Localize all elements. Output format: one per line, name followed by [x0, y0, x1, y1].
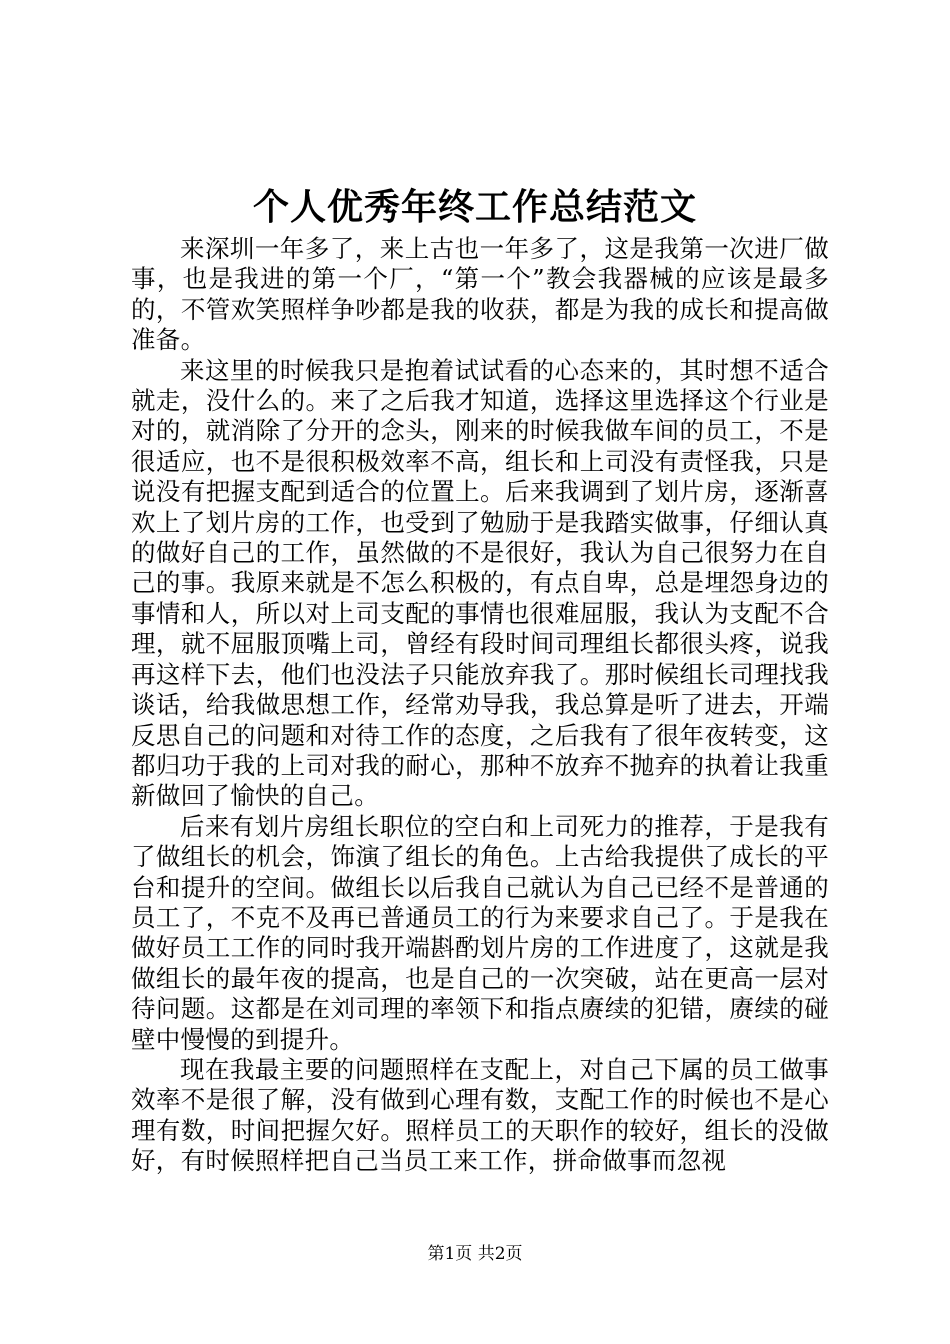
- page-number-footer: 第1页 共2页: [427, 1244, 523, 1264]
- paragraph-2: 来这里的时候我只是抱着试试看的心态来的，其时想不适合就走，没什么的。来了之后我才知道，选择这里选择这个行业是对的，就消除了分开的念头，刚来的时候我做车间的员工，不是很适应，也不是很积极效率不高，组长和上司没有责怪我，只是说没有把握支配到适合的位置上。后来我调到了划片房，逐渐喜欢上了划片房的工作，也受到了勉励于是我踏实做事，仔细认真的做好自己的工作，虽然做的不是很好，我认为自己很努力在自己的事。我原来就是不怎么积极的，有点自卑，总是埋怨身边的事情和人，所以对上司支配的事情也很难屈服，我认为支配不合理，就不屈服顶嘴上司，曾经有段时间司理组长都很头疼，说我再这样下去，他们也没法子只能放弃我了。那时候组长司理找我谈话，给我做思想工作，经常劝导我，我总算是听了进去，开端反思自己的问题和对待工作的态度，之后我有了很年夜转变，这都归功于我的上司对我的耐心，那种不放弃不抛弃的执着让我重新做回了愉快的自己。: [131, 355, 829, 811]
- paragraph-3: 后来有划片房组长职位的空白和上司死力的推荐，于是我有了做组长的机会，饰演了组长的角色。上古给我提供了成长的平台和提升的空间。做组长以后我自己就认为自己已经不是普通的员工了，不克不及再已普通员工的行为来要求自己了。于是我在做好员工工作的同时我开端斟酌划片房的工作进度了，这就是我做组长的最年夜的提高，也是自己的一次突破，站在更高一层对待问题。这都是在刘司理的率领下和指点赓续的犯错，赓续的碰壁中慢慢的到提升。: [131, 811, 829, 1054]
- paragraph-1: 来深圳一年多了，来上古也一年多了，这是我第一次进厂做事，也是我进的第一个厂，“第一个”教会我器械的应该是最多的，不管欢笑照样争吵都是我的收获，都是为我的成长和提高做准备。: [131, 234, 829, 355]
- document-title: 个人优秀年终工作总结范文: [252, 186, 697, 228]
- paragraph-4: 现在我最主要的问题照样在支配上，对自己下属的员工做事效率不是很了解，没有做到心理有数，支配工作的时候也不是心理有数，时间把握欠好。照样员工的天职作的较好，组长的没做好，有时候照样把自己当员工来工作，拼命做事而忽视: [131, 1054, 829, 1176]
- document-body: [131, 234, 829, 1177]
